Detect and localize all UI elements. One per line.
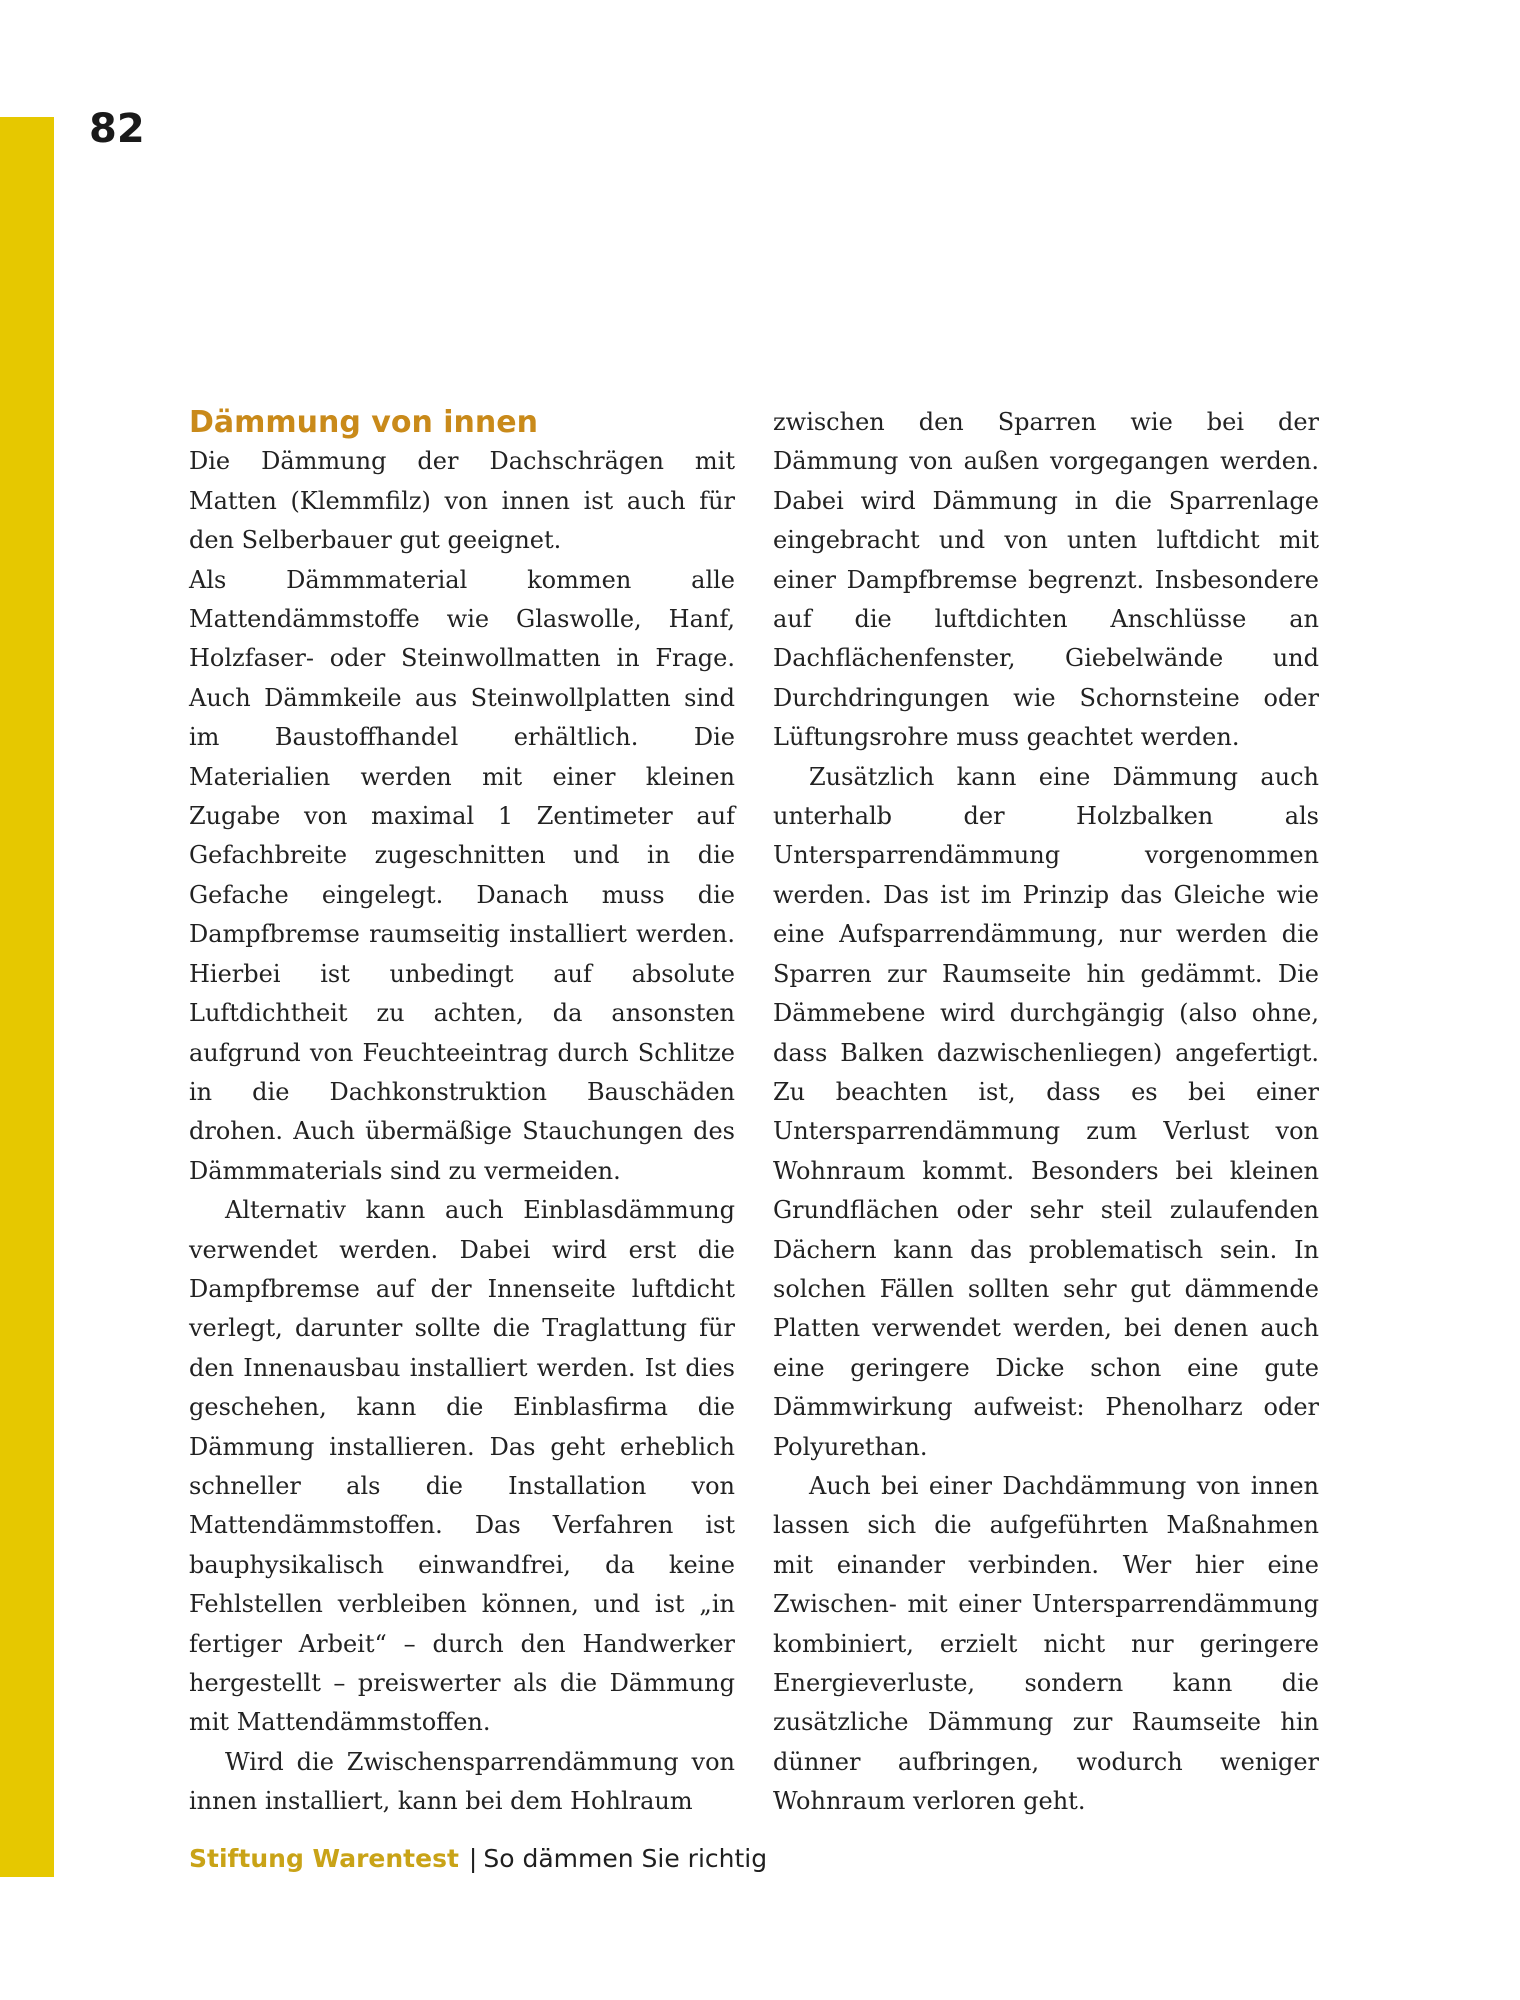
page-footer bbox=[189, 1842, 767, 1876]
paragraph-zwischensparren: Wird die Zwischensparrendämmung von innen installiert, kann bei dem Hohlraum bbox=[189, 1747, 735, 1816]
footer-separator: | bbox=[468, 1844, 478, 1873]
paragraph-einblasdaemmung: Alternativ kann auch Einblasdämmung verwendet werden. Dabei wird erst die Dampfbremse auf der Innenseite luftdicht verlegt, darunter sollte die Traglattung für den Innenausbau installiert werden. Ist dies geschehen, kann die Einblasfirma die Dämmung installieren. Das geht erheblich schneller als die Installation von Mattendämmstoffen. Das Verfahren ist bauphysikalisch einwandfrei, da keine Fehlstellen verbleiben können, und ist „in fertiger Arbeit“ – durch den Handwerker hergestellt – preiswerter als die Dämmung mit Mattendämmstoffen. bbox=[189, 1196, 735, 1737]
paragraph-untersparren: Zusätzlich kann eine Dämmung auch unterhalb der Holzbalken als Untersparrendämmung vorgenommen werden. Das ist im Prinzip das Gleiche wie eine Aufsparrendämmung, nur werden die Sparren zur Raumseite hin gedämmt. Die Dämmebene wird durchgängig (also ohne, dass Balken dazwischenliegen) angefertigt. Zu beachten ist, dass es bei einer Untersparrendämmung zum Verlust von Wohnraum kommt. Besonders bei kleinen Grundflächen oder sehr steil zulaufenden Dächern kann das problematisch sein. In solchen Fällen sollten sehr gut dämmende Platten verwendet werden, bei denen auch eine geringere Dicke schon eine gute Dämmwirkung aufweist: Phenolharz oder Polyurethan. bbox=[773, 762, 1319, 1461]
right-text-column bbox=[773, 403, 1319, 1822]
footer-brand: Stiftung Warentest bbox=[189, 1844, 459, 1873]
section-heading: Dämmung von innen bbox=[189, 405, 538, 440]
paragraph-continuation: zwischen den Sparren wie bei der Dämmung von außen vorgegangen werden. Dabei wird Dämmung in die Sparrenlage eingebracht und von unten luftdicht mit einer Dampfbremse begrenzt. Insbesondere auf die luftdichten Anschlüsse an Dachflächenfenster, Giebelwände und Durchdringungen wie Schornsteine oder Lüftungsrohre muss geachtet werden. bbox=[773, 408, 1319, 752]
page-number: 82 bbox=[89, 106, 145, 152]
yellow-edge-bar bbox=[0, 117, 54, 1877]
paragraph-kombination: Auch bei einer Dachdämmung von innen lassen sich die aufgeführten Maßnahmen mit einander verbinden. Wer hier eine Zwischen- mit einer Untersparrendämmung kombiniert, erzielt nicht nur geringere Energieverluste, sondern kann die zusätzliche Dämmung zur Raumseite hin dünner aufbringen, wodurch weniger Wohnraum verloren geht. bbox=[773, 1471, 1319, 1816]
paragraph-intro: Die Dämmung der Dachschrägen mit Matten (Klemmfilz) von innen ist auch für den Selberbauer gut geeignet. bbox=[189, 447, 735, 555]
paragraph-materials: Als Dämmmaterial kommen alle Mattendämmstoffe wie Glaswolle, Hanf, Holzfaser- oder Steinwollmatten in Frage. Auch Dämmkeile aus Steinwollplatten sind im Baustoffhandel erhältlich. Die Materialien werden mit einer kleinen Zugabe von maximal 1 Zentimeter auf Gefachbreite zugeschnitten und in die Gefache eingelegt. Danach muss die Dampfbremse raumseitig installiert werden. Hierbei ist unbedingt auf absolute Luftdichtheit zu achten, da ansonsten aufgrund von Feuchteeintrag durch Schlitze in die Dachkonstruktion Bauschäden drohen. Auch übermäßige Stauchungen des Dämmmaterials sind zu vermeiden. bbox=[189, 565, 735, 1185]
left-text-column bbox=[189, 403, 735, 1822]
footer-book-title: So dämmen Sie richtig bbox=[483, 1844, 768, 1873]
